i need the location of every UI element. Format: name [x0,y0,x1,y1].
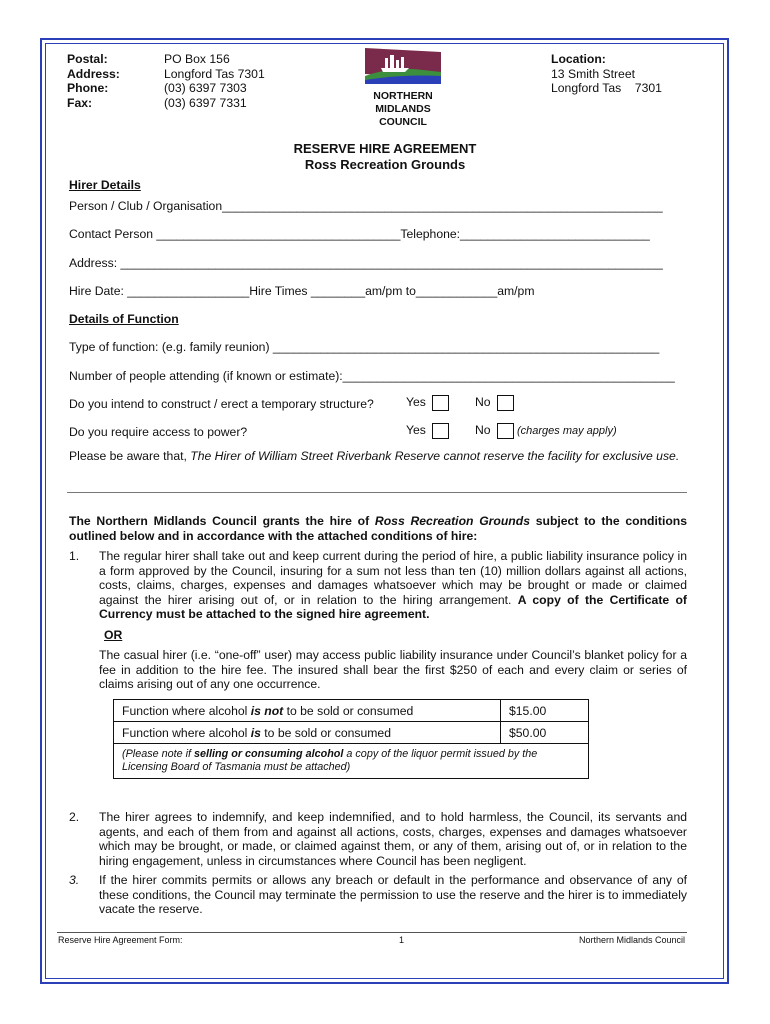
fees-row-alcohol-desc [114,722,501,744]
council-logo-image [363,46,443,86]
structure-no-label: No [475,395,491,410]
grant-statement [69,514,687,543]
location-street: 13 Smith Street [551,66,635,81]
logo-line-1: NORTHERN [373,90,433,102]
fees-row1-b: is not [250,703,284,718]
condition-1-body: The regular hirer shall take out and keep current during the period of hire, a public liability insurance policy in a form approved by the Council, insuring for a sum not less than ten (10) million dollars against all actions, costs, claims, charges, expenses and damages whatsoever which may be brought or made or claimed against the hirer arising out of, or in relation to the hiring arrangement. [99,549,687,607]
location-label: Location: [551,52,606,66]
note-a: (Please note if [122,748,195,760]
condition-3-number: 3. [69,873,80,887]
function-details-heading: Details of Function [69,312,179,326]
fees-row2-b: is [250,725,261,740]
fees-table [113,699,589,779]
person-club-field[interactable]: Person / Club / Organisation_________________________________________________________________ [69,199,663,213]
location-town: Longford Tas 7301 [551,81,662,95]
or-separator: OR [104,628,123,642]
power-yes-label: Yes [406,423,426,438]
postal-value: PO Box 156 [164,52,230,66]
power-no-checkbox[interactable] [497,423,514,439]
council-logo-text [363,90,443,129]
fax-label: Fax: [67,95,93,110]
hirer-details-heading: Hirer Details [69,178,141,192]
liquor-permit-note [114,744,589,779]
footer-page-number: 1 [399,935,405,945]
power-yes-option[interactable] [406,423,449,439]
condition-2-number: 2. [69,810,80,824]
fees-row-no-alcohol [114,700,589,722]
power-question: Do you require access to power? [69,425,248,439]
contact-labels [67,52,120,110]
logo-line-3: COUNCIL [379,116,427,128]
council-logo [363,46,443,86]
fees-row-alcohol-price: $50.00 [501,722,589,744]
notice-italic: The Hirer of William Street Riverbank Reserve cannot reserve the facility for exclusive use. [190,449,680,463]
structure-yes-option[interactable] [406,395,449,411]
fees-row1-c: to be sold or consumed [283,703,414,718]
structure-yes-checkbox[interactable] [432,395,449,411]
condition-1-bold: A copy of the Certificate of Currency must be attached to the signed hire agreement. [99,592,687,622]
note-c: a copy of the liquor permit issued by the Licensing Board of Tasmania must be attached) [122,748,538,773]
power-no-label: No [475,423,491,438]
contact-values [164,52,265,110]
fees-row-no-alcohol-price: $15.00 [501,700,589,722]
fees-note-row [114,744,589,779]
phone-label: Phone: [67,81,109,95]
condition-1-number: 1. [69,549,80,563]
document-title [0,141,770,173]
footer-council-name: Northern Midlands Council [579,935,686,945]
note-b: selling or consuming alcohol [194,748,344,760]
power-no-option[interactable] [475,423,617,439]
footer-form-name: Reserve Hire Agreement Form: [58,935,183,945]
fees-row2-a: Function where alcohol [122,725,251,740]
phone-value: (03) 6397 7303 [164,81,247,95]
notice-prefix: Please be aware that, [69,449,191,463]
hire-date-times-field[interactable]: Hire Date: __________________Hire Times ________am/pm to____________am/pm [69,284,535,298]
fees-row1-a: Function where alcohol [122,703,251,718]
structure-no-checkbox[interactable] [497,395,514,411]
exclusive-use-notice [69,449,687,464]
title-main: RESERVE HIRE AGREEMENT [293,141,477,156]
grant-reserve: Ross Recreation Grounds [374,514,530,528]
condition-3-text: If the hirer commits permits or allows any breach or default in the performance and observance of any of these conditions, the Council may terminate the permission to use the reserve and the hirer is to immediately vacate the reserve. [99,873,687,917]
postal-label: Postal: [67,52,108,66]
casual-hirer-text: The casual hirer (i.e. “one-off” user) may access public liability insurance under Council’s blanket policy for a fee in addition to the hire fee. The insured shall bear the first $250 of each and every claim or series of claims arising out of any one occurrence. [99,648,687,692]
condition-1-text [99,549,687,622]
charges-note: (charges may apply) [516,425,617,438]
power-yes-checkbox[interactable] [432,423,449,439]
fax-value: (03) 6397 7331 [164,95,247,110]
structure-question: Do you intend to construct / erect a temporary structure? [69,397,374,411]
fees-row2-c: to be sold or consumed [260,725,391,740]
fees-row-no-alcohol-desc [114,700,501,722]
function-type-field[interactable]: Type of function: (e.g. family reunion) _________________________________________________________ [69,340,660,354]
address-value: Longford Tas 7301 [164,66,265,81]
structure-yes-label: Yes [406,395,426,410]
location-block [551,52,662,96]
contact-telephone-field[interactable]: Contact Person ____________________________________Telephone:____________________________ [69,227,650,241]
fees-row-alcohol [114,722,589,744]
grant-part1: The Northern Midlands Council grants the hire of [69,514,375,528]
title-sub: Ross Recreation Grounds [304,157,466,172]
section-divider [67,492,687,493]
condition-2-text: The hirer agrees to indemnify, and keep indemnified, and to hold harmless, the Council, its servants and agents, and each of them from and against all actions, costs, charges, expenses and damages whatsoever which may be brought, or made, or claimed against them, or any of them, arising out of, or in relation to the hiring engagement, unless in circumstances where Council has been negligent. [99,810,687,868]
address-field[interactable]: Address: ________________________________________________________________________________ [69,256,663,270]
structure-no-option[interactable] [475,395,514,411]
address-label: Address: [67,66,120,81]
people-attending-field[interactable]: Number of people attending (if known or estimate):_________________________________________________ [69,369,675,383]
footer-rule [57,932,687,933]
logo-line-2: MIDLANDS [375,103,431,115]
grant-part2: subject to the conditions outlined below and in accordance with the attached conditions of hire: [69,514,687,543]
